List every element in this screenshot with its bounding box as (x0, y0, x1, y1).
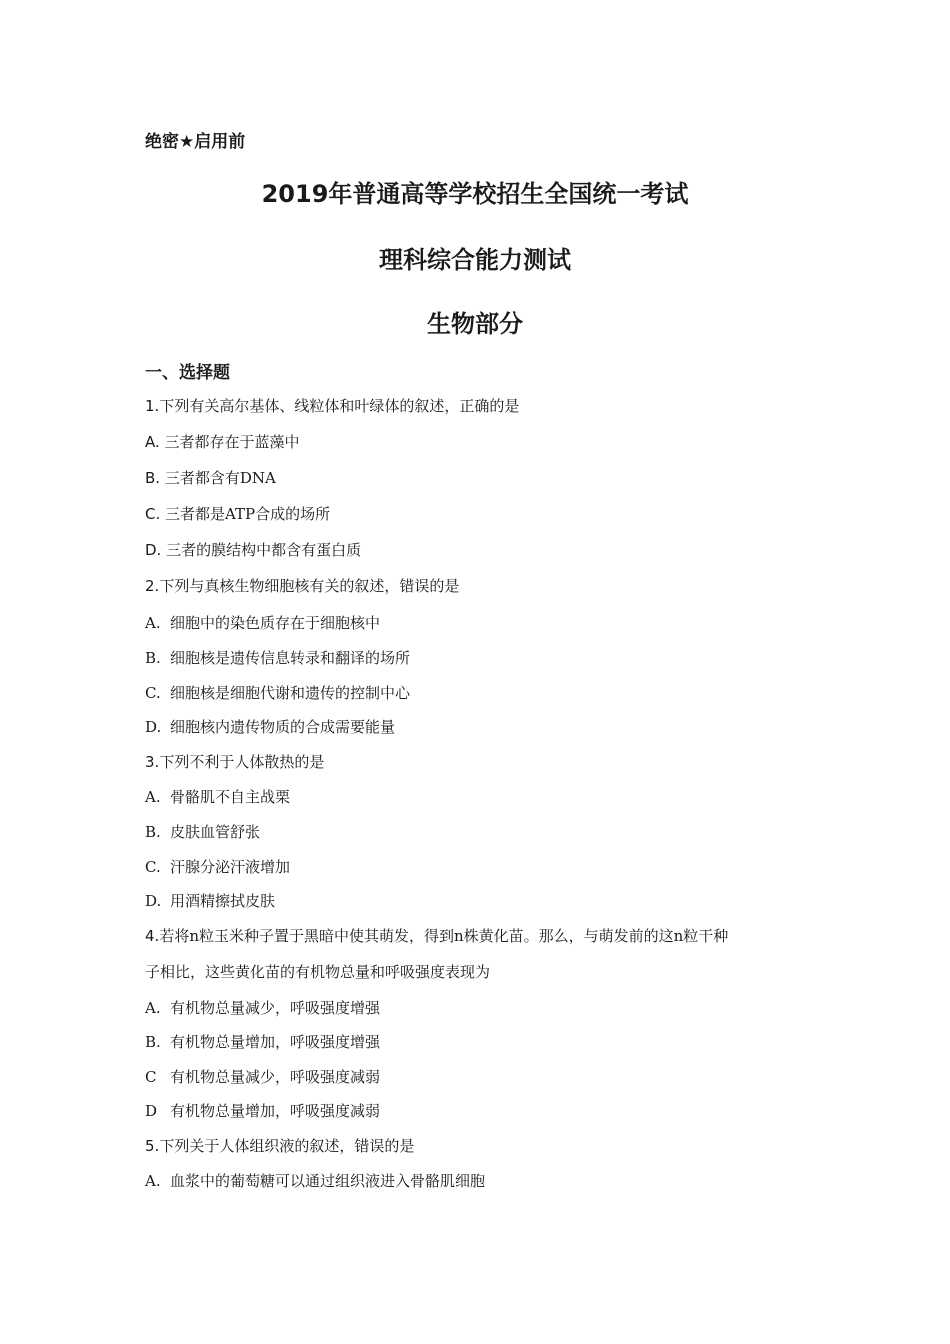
question-3-option-d (145, 890, 275, 911)
option-letter: C (145, 1068, 157, 1086)
question-4-option-b (145, 1031, 380, 1052)
option-text: 细胞核内遗传物质的合成需要能量 (170, 718, 396, 736)
question-text: 下列与真核生物细胞核有关的叙述，错误的是 (159, 577, 460, 595)
question-1-option-a (145, 431, 300, 452)
option-letter: A. (145, 614, 161, 632)
option-letter: A. (145, 433, 160, 451)
option-text: 血浆中的葡萄糖可以通过组织液进入骨骼肌细胞 (170, 1172, 486, 1190)
option-letter: B. (145, 1033, 161, 1051)
option-letter: A. (145, 1172, 161, 1190)
option-text: 有机物总量增加，呼吸强度增强 (170, 1033, 381, 1051)
question-3-option-a (145, 786, 290, 807)
option-letter: D. (145, 541, 162, 559)
option-text: 汗腺分泌汗液增加 (170, 858, 291, 876)
option-letter: D (145, 1102, 158, 1120)
option-text: 三者都存在于蓝藻中 (164, 433, 300, 451)
option-text: 有机物总量减少，呼吸强度增强 (170, 999, 381, 1017)
option-text: 细胞核是细胞代谢和遗传的控制中心 (170, 684, 411, 702)
option-text: 细胞核是遗传信息转录和翻译的场所 (170, 649, 411, 667)
option-letter: D. (145, 718, 162, 736)
question-number: 2. (145, 577, 160, 595)
question-1-option-c (145, 503, 330, 524)
question-2-option-d (145, 716, 395, 737)
option-letter: B. (145, 469, 161, 487)
question-4 (145, 925, 728, 946)
option-text: 三者都含有DNA (164, 469, 276, 487)
question-1 (145, 395, 519, 416)
question-number: 5. (145, 1137, 160, 1155)
option-text: 皮肤血管舒张 (170, 823, 261, 841)
option-letter: C. (145, 505, 161, 523)
option-text: 细胞中的染色质存在于细胞核中 (170, 614, 381, 632)
option-letter: B. (145, 823, 161, 841)
option-text: 有机物总量减少，呼吸强度减弱 (170, 1068, 381, 1086)
question-4-option-d (145, 1100, 380, 1121)
option-letter: A. (145, 999, 161, 1017)
question-3-option-b (145, 821, 260, 842)
confidential-label: 绝密★启用前 (145, 132, 246, 152)
exam-part-title: 生物部分 (427, 310, 523, 338)
option-letter: C. (145, 858, 161, 876)
question-text: 下列不利于人体散热的是 (159, 753, 325, 771)
question-4-option-a (145, 997, 380, 1018)
question-text: 下列关于人体组织液的叙述，错误的是 (159, 1137, 415, 1155)
question-2-option-c (145, 682, 410, 703)
question-5 (145, 1135, 414, 1156)
option-letter: A. (145, 788, 161, 806)
option-text: 用酒精擦拭皮肤 (170, 892, 276, 910)
option-text: 骨骼肌不自主战栗 (170, 788, 291, 806)
question-1-option-b (145, 467, 276, 488)
question-4-option-c (145, 1066, 380, 1087)
option-text: 三者的膜结构中都含有蛋白质 (166, 541, 362, 559)
question-2 (145, 575, 459, 596)
question-number: 1. (145, 397, 160, 415)
question-4-continued (145, 961, 490, 982)
section-title: 一、选择题 (145, 363, 230, 383)
question-text-line-2: 子相比，这些黄化苗的有机物总量和呼吸强度表现为 (145, 963, 491, 981)
option-text: 三者都是ATP合成的场所 (165, 505, 331, 523)
option-letter: B. (145, 649, 161, 667)
question-text: 下列有关高尔基体、线粒体和叶绿体的叙述，正确的是 (159, 397, 520, 415)
question-2-option-b (145, 647, 410, 668)
question-text-line-1: 若将n粒玉米种子置于黑暗中使其萌发，得到n株黄化苗。那么，与萌发前的这n粒干种 (159, 927, 729, 945)
exam-subtitle: 理科综合能力测试 (379, 246, 571, 274)
question-5-option-a (145, 1170, 485, 1191)
question-number: 4. (145, 927, 160, 945)
question-3 (145, 751, 324, 772)
option-letter: C. (145, 684, 161, 702)
question-2-option-a (145, 612, 380, 633)
option-letter: D. (145, 892, 162, 910)
question-3-option-c (145, 856, 290, 877)
option-text: 有机物总量增加，呼吸强度减弱 (170, 1102, 381, 1120)
question-1-option-d (145, 539, 361, 560)
exam-title: 2019年普通高等学校招生全国统一考试 (261, 180, 689, 208)
question-number: 3. (145, 753, 160, 771)
